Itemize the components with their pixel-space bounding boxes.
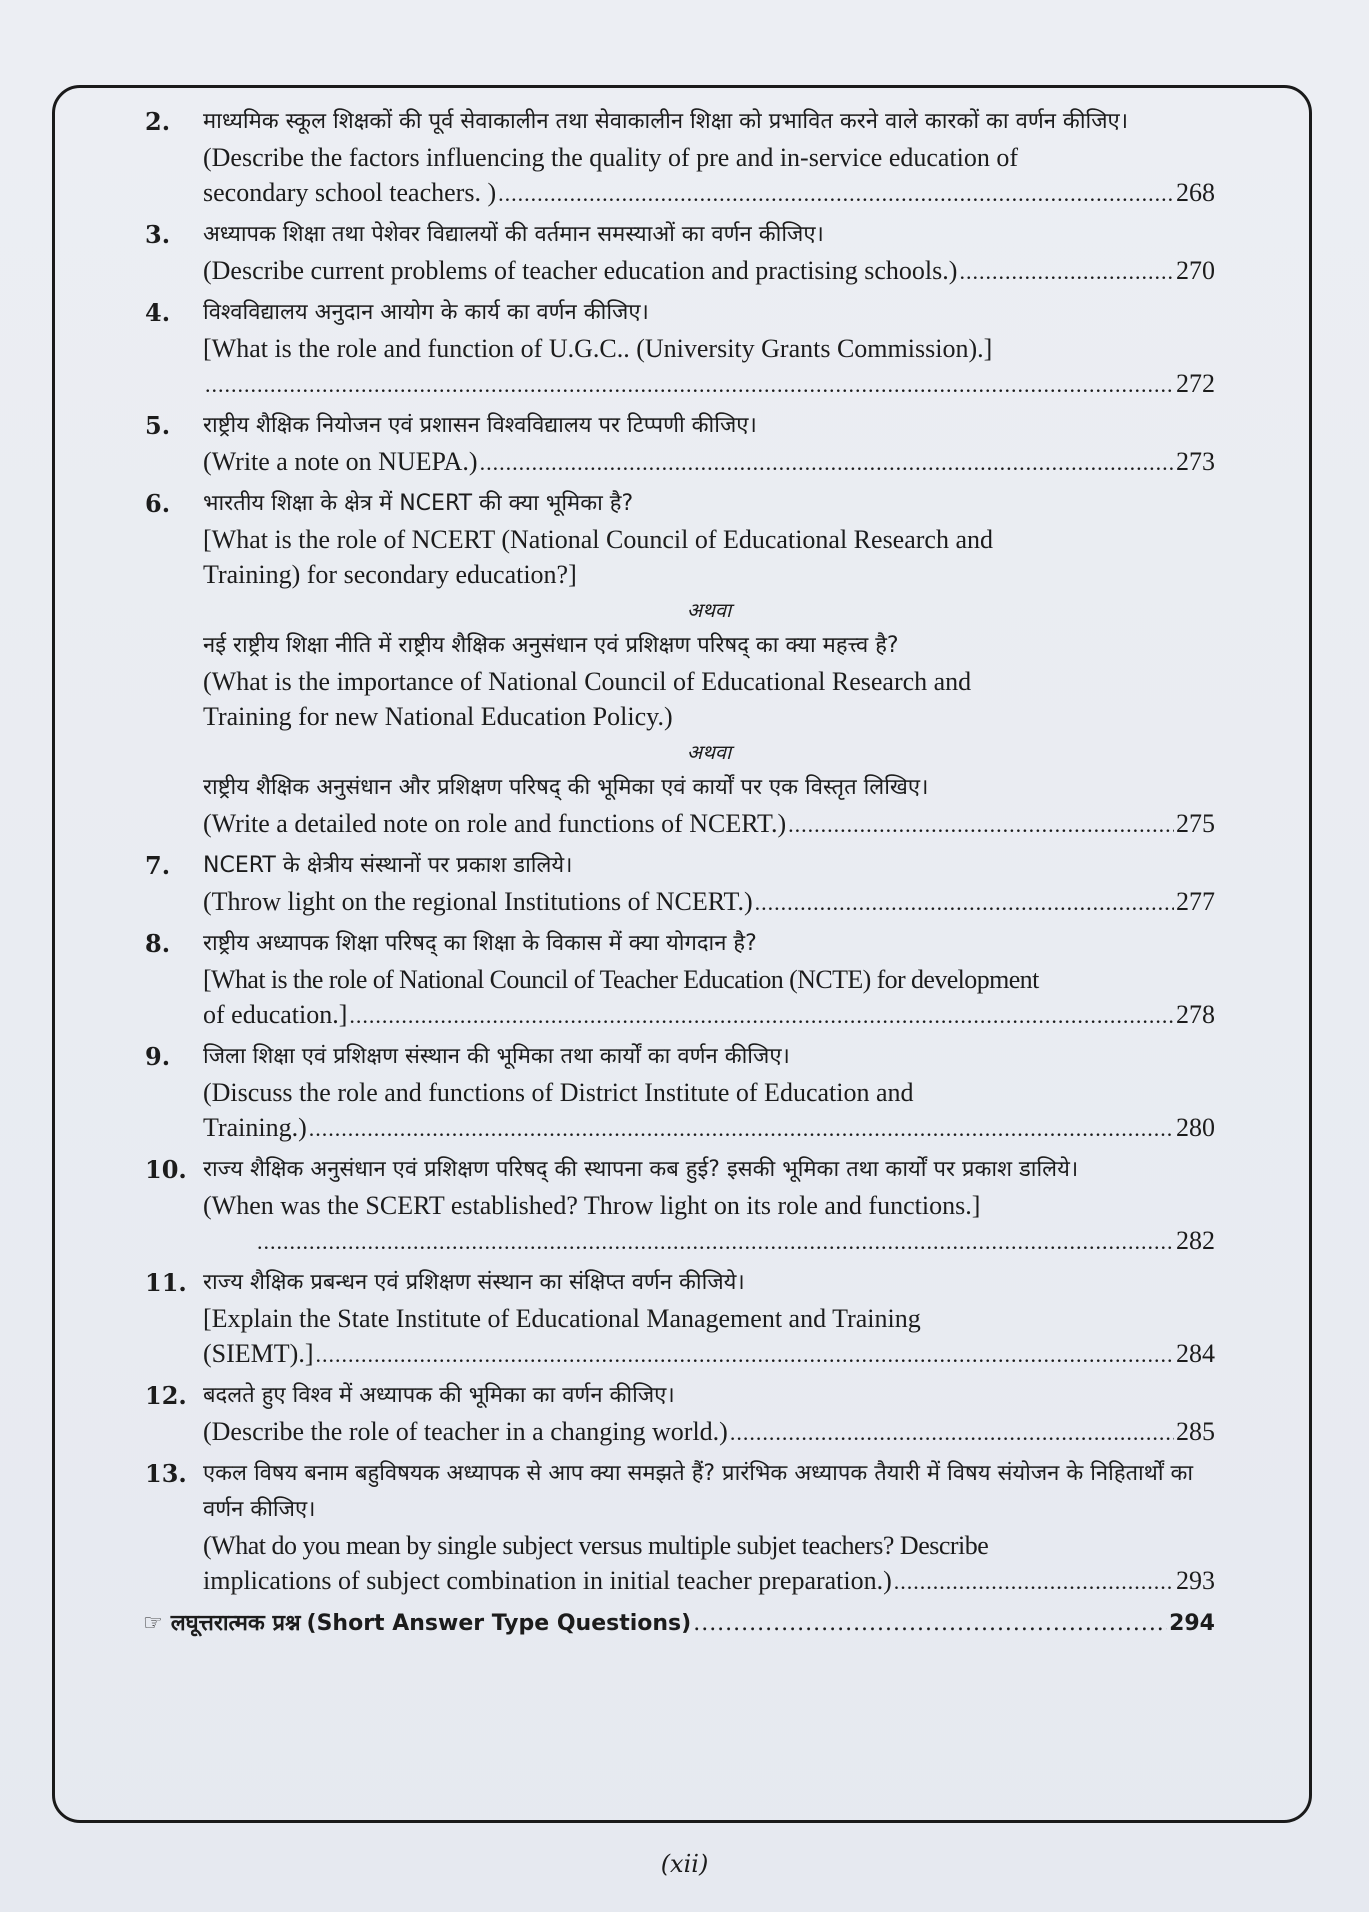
entry-english: [What is the role and function of U.G.C.. (University Grants Commission).] xyxy=(203,334,993,363)
or-separator: अथवा xyxy=(686,598,732,622)
entry-hindi: भारतीय शिक्षा के क्षेत्र में NCERT की क्या भूमिका है? xyxy=(203,491,634,516)
alt-entry-hindi: राष्ट्रीय शैक्षिक अनुसंधान और प्रशिक्षण परिषद् की भूमिका एवं कार्यों पर एक विस्तृत लिखिए। xyxy=(203,775,929,800)
toc-entry xyxy=(145,486,1215,842)
entry-number: 2. xyxy=(145,107,171,136)
entry-hindi: राज्य शैक्षिक प्रबन्धन एवं प्रशिक्षण संस्थान का संक्षिप्त वर्णन कीजिये। xyxy=(203,1270,745,1295)
page-footer-number: (xii) xyxy=(660,1850,709,1878)
toc-entry xyxy=(145,1456,1215,1599)
page-number: 272 xyxy=(1176,369,1215,398)
entry-leader xyxy=(203,1563,1215,1599)
toc-entry xyxy=(145,104,1215,211)
dot-leader xyxy=(693,1611,1167,1636)
entry-english: [Explain the State Institute of Educational Management and Training xyxy=(203,1304,921,1333)
entry-number: 8. xyxy=(145,929,171,958)
entry-number: 5. xyxy=(145,411,171,440)
dot-leader xyxy=(349,998,1174,1033)
entry-leader xyxy=(203,884,1215,920)
entry-english: (What do you mean by single subject versus multiple subjet teachers? Describe xyxy=(203,1531,989,1560)
entry-number: 10. xyxy=(145,1155,187,1184)
dot-leader xyxy=(480,445,1174,480)
toc-entry xyxy=(145,848,1215,920)
dot-leader xyxy=(730,1415,1174,1450)
entry-hindi: राष्ट्रीय शैक्षिक नियोजन एवं प्रशासन विश्वविद्यालय पर टिप्पणी कीजिए। xyxy=(203,413,757,438)
entry-hindi: माध्यमिक स्कूल शिक्षकों की पूर्व सेवाकालीन तथा सेवाकालीन शिक्षा को प्रभावित करने वाले कारकों का वर्णन कीजिए। xyxy=(203,109,1129,134)
entry-english: (Discuss the role and functions of District Institute of Education and xyxy=(203,1078,914,1107)
page-number: 270 xyxy=(1176,256,1215,285)
entry-english-cont: Training.) xyxy=(203,1113,307,1142)
entry-hindi: जिला शिक्षा एवं प्रशिक्षण संस्थान की भूमिका तथा कार्यों का वर्णन कीजिए। xyxy=(203,1044,790,1069)
entry-leader xyxy=(203,1336,1215,1372)
entry-english: [What is the role of NCERT (National Council of Educational Research and xyxy=(203,525,994,554)
entry-leader xyxy=(203,444,1215,480)
entry-english: (Write a note on NUEPA.) xyxy=(203,447,478,476)
toc-entry xyxy=(145,1039,1215,1146)
entry-hindi: राज्य शैक्षिक अनुसंधान एवं प्रशिक्षण परिषद् की स्थापना कब हुई? इसकी भूमिका तथा कार्यों पर प्रकाश डालिये। xyxy=(203,1157,1079,1182)
entry-english: (When was the SCERT established? Throw light on its role and functions.] xyxy=(203,1191,981,1220)
entry-hindi: विश्वविद्यालय अनुदान आयोग के कार्य का वर्णन कीजिए। xyxy=(203,300,649,325)
entry-hindi: राष्ट्रीय अध्यापक शिक्षा परिषद् का शिक्षा के विकास में क्या योगदान है? xyxy=(203,931,757,956)
page-number: 285 xyxy=(1176,1417,1215,1446)
page-number: 278 xyxy=(1176,1000,1215,1029)
entry-english-cont: of education.] xyxy=(203,1000,348,1029)
entry-english: [What is the role of National Council of Teacher Education (NCTE) for development xyxy=(203,965,1039,994)
page-number: 293 xyxy=(1176,1566,1215,1595)
entry-number: 6. xyxy=(145,489,171,518)
dot-leader xyxy=(788,807,1174,842)
alt-entry-english-cont: Training for new National Education Policy.) xyxy=(203,702,673,731)
entry-number: 7. xyxy=(145,851,171,880)
dot-leader xyxy=(755,885,1174,920)
alt-entry-hindi: नई राष्ट्रीय शिक्षा नीति में राष्ट्रीय शैक्षिक अनुसंधान एवं प्रशिक्षण परिषद् का क्या महत्त्व है? xyxy=(203,633,899,658)
short-answer-english: (Short Answer Type Questions) xyxy=(306,1611,692,1636)
table-of-contents xyxy=(145,104,1215,1637)
entry-leader xyxy=(203,366,1215,402)
dot-leader xyxy=(257,1224,1174,1259)
entry-number: 4. xyxy=(145,298,171,327)
page-number: 275 xyxy=(1176,809,1215,838)
entry-leader xyxy=(203,1110,1215,1146)
alt-entry-english: (What is the importance of National Council of Educational Research and xyxy=(203,667,972,696)
page-number: 268 xyxy=(1176,178,1215,207)
toc-entry xyxy=(145,1265,1215,1372)
entry-hindi: एकल विषय बनाम बहुविषयक अध्यापक से आप क्या समझते हैं? प्रारंभिक अध्यापक तैयारी में विषय संयोजन के निहितार्थों का वर्णन कीजिए। xyxy=(203,1461,1194,1522)
page-number: 282 xyxy=(1176,1226,1215,1255)
dot-leader xyxy=(315,1337,1174,1372)
entry-hindi: बदलते हुए विश्व में अध्यापक की भूमिका का वर्णन कीजिए। xyxy=(203,1383,675,1408)
toc-entry xyxy=(145,1378,1215,1450)
pointing-hand-icon: ☞ xyxy=(143,1611,163,1636)
page-number: 277 xyxy=(1176,887,1215,916)
short-answer-entry xyxy=(143,1607,1215,1637)
dot-leader xyxy=(309,1111,1174,1146)
entry-english: (Describe the factors influencing the quality of pre and in-service education of xyxy=(203,143,1019,172)
or-separator: अथवा xyxy=(686,740,732,764)
entry-leader xyxy=(203,1414,1215,1450)
entry-leader xyxy=(203,175,1215,211)
toc-entry xyxy=(145,217,1215,289)
page-number: 294 xyxy=(1169,1611,1215,1636)
toc-entry xyxy=(145,926,1215,1033)
entry-number: 3. xyxy=(145,220,171,249)
entry-english: (Describe the role of teacher in a changing world.) xyxy=(203,1417,728,1446)
dot-leader xyxy=(894,1564,1174,1599)
toc-entry xyxy=(145,1152,1215,1259)
entry-hindi: NCERT के क्षेत्रीय संस्थानों पर प्रकाश डालिये। xyxy=(203,853,573,878)
entry-number: 12. xyxy=(145,1381,187,1410)
dot-leader xyxy=(498,176,1174,211)
page-number: 273 xyxy=(1176,447,1215,476)
entry-number: 11. xyxy=(145,1268,187,1297)
toc-entry xyxy=(145,408,1215,480)
short-answer-hindi: लघूत्तरात्मक प्रश्न xyxy=(170,1611,301,1636)
entry-english: (Describe current problems of teacher education and practising schools.) xyxy=(203,256,958,285)
entry-number: 13. xyxy=(145,1459,187,1488)
entry-english-cont: secondary school teachers. ) xyxy=(203,178,497,207)
entry-english-cont: implications of subject combination in initial teacher preparation.) xyxy=(203,1566,892,1595)
entry-english-cont: Training) for secondary education?] xyxy=(203,560,577,589)
entry-english-cont: (SIEMT).] xyxy=(203,1339,314,1368)
alt-entry-english: (Write a detailed note on role and functions of NCERT.) xyxy=(203,809,787,838)
dot-leader xyxy=(205,367,1174,402)
entry-leader xyxy=(203,806,1215,842)
page-number: 280 xyxy=(1176,1113,1215,1142)
dot-leader xyxy=(959,254,1174,289)
page-number: 284 xyxy=(1176,1339,1215,1368)
entry-english: (Throw light on the regional Institutions of NCERT.) xyxy=(203,887,753,916)
entry-number: 9. xyxy=(145,1042,171,1071)
entry-leader xyxy=(203,1223,1215,1259)
entry-leader xyxy=(203,253,1215,289)
entry-hindi: अध्यापक शिक्षा तथा पेशेवर विद्यालयों की वर्तमान समस्याओं का वर्णन कीजिए। xyxy=(203,222,824,247)
entry-leader xyxy=(203,997,1215,1033)
toc-entry xyxy=(145,295,1215,402)
